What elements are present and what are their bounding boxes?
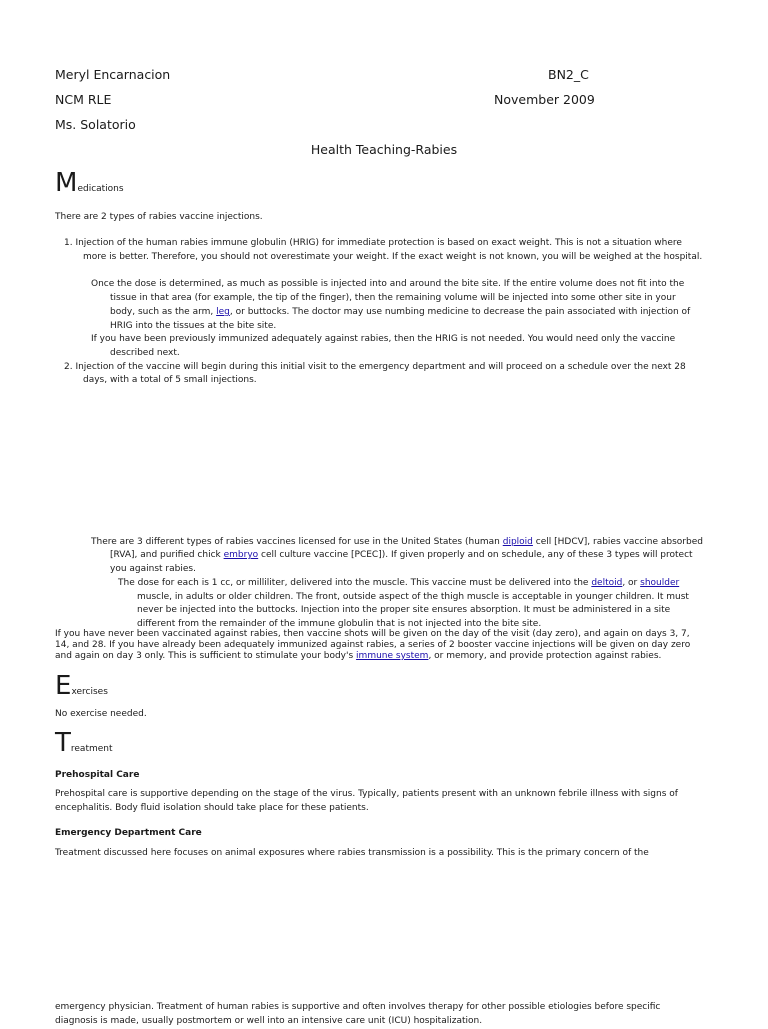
prehospital-line2: encephalitis. Body fluid isolation should take place for these patients. [55,803,369,813]
cc-text: The dose for each is 1 cc, or milliliter, delivered into the muscle. This vaccine must be delivered into the [118,578,592,588]
vaccine-types-line3: you against rabies. [110,564,196,574]
vaccine-types-line1 [91,536,703,550]
link-immune-system[interactable]: immune system [356,651,429,661]
exercises-heading-rest: xercises [71,687,108,697]
instructor-name: Ms. Solatorio [55,117,136,132]
author-name: Meryl Encarnacion [55,67,171,82]
dose-cc-line2: muscle, in adults or older children. The front, outside aspect of the thigh muscle is acceptable in younger children. It must [137,592,689,602]
treatment-drop-cap: T [55,728,71,758]
schedule-line3 [55,652,661,662]
types-text: cell [HDCV], rabies vaccine absorbed [532,537,703,547]
ed-care-heading: Emergency Department Care [55,828,202,838]
list-item-vaccine-line2: days, with a total of 5 small injections. [83,375,257,385]
medications-heading-rest: edications [77,184,124,194]
list-item-vaccine-line1: 2. Injection of the vaccine will begin during this initial visit to the emergency department and will proceed on a schedule over the next 28 [64,362,686,372]
previous-immunized-line2: described next. [110,348,180,358]
list-item-hrig-line2: more is better. Therefore, you should not overestimate your weight. If the exact weight is not known, you will be weighed at the hospital. [83,252,703,262]
schedule-text: and again on day 3 only. This is sufficient to stimulate your body's [55,651,357,661]
exercises-text: No exercise needed. [55,709,147,719]
document-date: November 2009 [494,92,595,107]
prehospital-line1: Prehospital care is supportive depending on the stage of the virus. Typically, patients present with an unknown febrile illness with signs of [55,789,678,799]
types-text: [RVA], and purified chick [110,550,224,560]
exercises-heading [55,673,108,699]
schedule-line1: If you have never been vaccinated against rabies, then vaccine shots will be given on the day of the visit (day zero), and again on days 3, 7, [55,629,690,639]
section-code: BN2_C [548,67,589,82]
dose-paragraph-line3 [110,306,690,320]
dose-text: , or buttocks. The doctor may use numbing medicine to decrease the pain associated with injection of [229,307,691,317]
types-text: cell culture vaccine [PCEC]). If given properly and on schedule, any of these 3 types will protect [258,550,693,560]
schedule-line2: 14, and 28. If you have already been adequately immunized against rabies, a series of 2 booster vaccine injections will be given on day zero [55,640,691,650]
dose-cc-line3: never be injected into the buttocks. Injection into the proper site ensures absorption. It must be administered in a site [137,605,671,615]
vaccine-types-line2 [110,549,693,563]
previous-immunized-line1: If you have been previously immunized adequately against rabies, then the HRIG is not needed. You would need only the vaccine [91,334,676,344]
treatment-heading-rest: reatment [70,744,113,754]
link-embryo[interactable]: embryo [223,550,259,560]
medications-intro: There are 2 types of rabies vaccine injections. [55,212,263,222]
dose-cc-line1 [118,577,679,591]
course-name: NCM RLE [55,92,112,107]
medications-heading [55,170,124,196]
list-item-hrig-line1: 1. Injection of the human rabies immune globulin (HRIG) for immediate protection is based on exact weight. This is not a situation where [64,238,682,248]
ed-care-line2: emergency physician. Treatment of human rabies is supportive and often involves therapy for other possible etiologies before specific [55,1002,661,1012]
link-deltoid[interactable]: deltoid [591,578,623,588]
types-text: There are 3 different types of rabies vaccines licensed for use in the United States (human [91,537,503,547]
link-shoulder[interactable]: shoulder [640,578,680,588]
link-leg[interactable]: leg [216,307,230,317]
exercises-drop-cap: E [55,671,72,701]
dose-text: body, such as the arm, [110,307,217,317]
cc-text: , or [622,578,641,588]
dose-paragraph-line2: tissue in that area (for example, the tip of the finger), then the remaining volume will be injected into some other site in your [110,293,676,303]
prehospital-heading: Prehospital Care [55,770,140,780]
link-diploid[interactable]: diploid [502,537,533,547]
ed-care-line3: diagnosis is made, usually postmortem or well into an intensive care unit (ICU) hospitalization. [55,1016,483,1026]
treatment-heading [55,730,113,756]
document-title: Health Teaching-Rabies [310,142,458,157]
ed-care-line1: Treatment discussed here focuses on animal exposures where rabies transmission is a possibility. This is the primary concern of the [55,848,649,858]
dose-cc-line4: different from the remainder of the immune globulin that is not injected into the bite site. [137,619,542,629]
dose-paragraph-line1: Once the dose is determined, as much as possible is injected into and around the bite site. If the entire volume does not fit into the [91,279,685,289]
schedule-text: , or memory, and provide protection against rabies. [428,651,662,661]
dose-paragraph-line4: HRIG into the tissues at the bite site. [110,321,277,331]
medications-drop-cap: M [55,168,78,198]
